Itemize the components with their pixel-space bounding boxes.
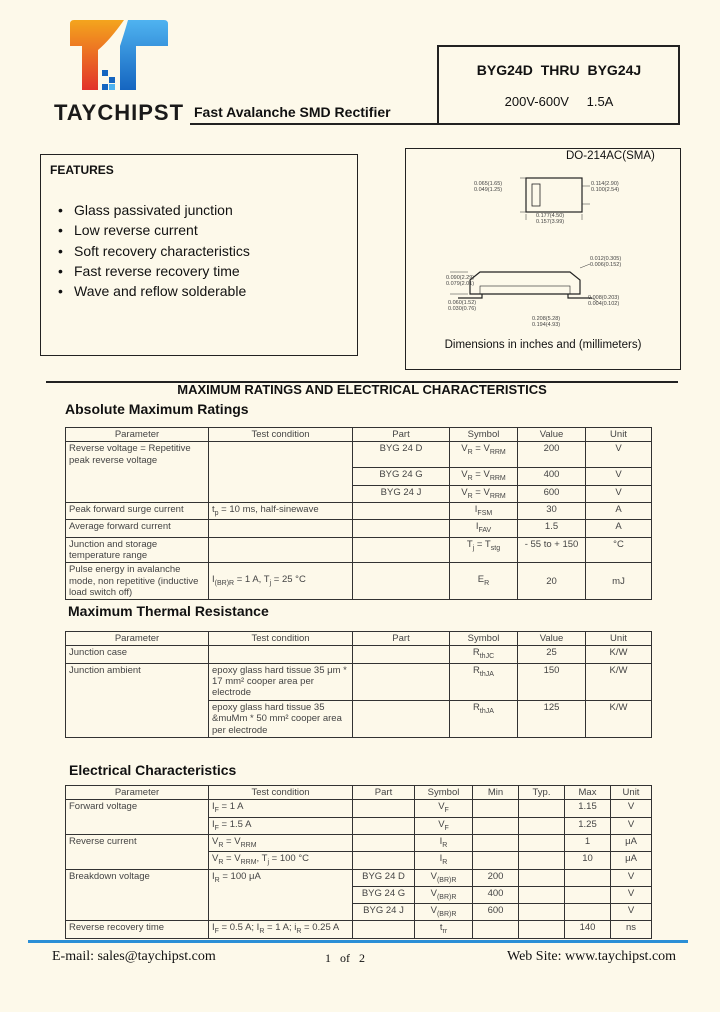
- table-row: [66, 869, 652, 886]
- package-side-view: [470, 272, 580, 294]
- table-row: [66, 502, 652, 519]
- table-row: [66, 520, 652, 537]
- part-cell: [353, 700, 450, 737]
- table-row: [66, 646, 652, 663]
- column-header: Test condition: [209, 786, 353, 800]
- unit-cell: K/W: [586, 646, 652, 663]
- max-cell: [565, 869, 611, 886]
- unit-cell: V: [611, 817, 652, 834]
- taychipst-logo: [62, 20, 172, 96]
- column-header: Value: [518, 428, 586, 442]
- table-row: [66, 442, 652, 468]
- cond-cell: $V_R = V_{RRM}$: [209, 834, 353, 851]
- min-cell: 600: [473, 904, 519, 921]
- brand-name: TAYCHIPST: [54, 100, 185, 125]
- max-cell: 10: [565, 852, 611, 869]
- unit-cell: ns: [611, 921, 652, 938]
- dim-label: 0.177(4.50): [536, 213, 565, 219]
- symbol-cell: $V_R = V_{RRM}$: [450, 468, 518, 485]
- typ-cell: [519, 852, 565, 869]
- column-header: Value: [518, 632, 586, 646]
- value-cell: 20: [518, 563, 586, 600]
- unit-cell: μA: [611, 834, 652, 851]
- unit-cell: V: [611, 904, 652, 921]
- unit-cell: V: [586, 468, 652, 485]
- unit-cell: K/W: [586, 700, 652, 737]
- param-cell: Junction case: [66, 646, 209, 663]
- dim-label: 0.114(2.90): [591, 181, 619, 187]
- cond-cell: $t_p = 10$ ms, half-sinewave: [209, 502, 353, 519]
- value-cell: 200: [518, 442, 586, 468]
- min-cell: 400: [473, 886, 519, 903]
- page-number: 1 of 2: [325, 951, 365, 965]
- value-cell: 1.5: [518, 520, 586, 537]
- table-row: [66, 663, 652, 700]
- value-cell: 30: [518, 502, 586, 519]
- max-cell: 1.15: [565, 800, 611, 817]
- feature-item: • Low reverse current: [58, 220, 250, 240]
- typ-cell: [519, 817, 565, 834]
- cond-cell: [209, 537, 353, 563]
- symbol-cell: $E_R$: [450, 563, 518, 600]
- param-cell: Average forward current: [66, 520, 209, 537]
- symbol-cell: $R_{thJA}$: [450, 700, 518, 737]
- features-list: [58, 200, 250, 301]
- symbol-cell: $V_F$: [415, 817, 473, 834]
- column-header: Part: [353, 632, 450, 646]
- package-label: DO-214AC(SMA): [566, 150, 655, 162]
- symbol-cell: $t_{rr}$: [415, 921, 473, 938]
- dim-label: 0.049(1.25): [474, 187, 503, 193]
- electrical-characteristics-title: Electrical Characteristics: [69, 762, 237, 778]
- value-cell: - 55 to + 150: [518, 537, 586, 563]
- part-cell: [353, 563, 450, 600]
- voltage-rating: 200V-600V: [504, 94, 569, 109]
- part-cell: [353, 663, 450, 700]
- column-header: Test condition: [209, 632, 353, 646]
- typ-cell: [519, 800, 565, 817]
- part-cell: [353, 800, 415, 817]
- dim-label: 0.208(5.28): [532, 316, 561, 322]
- part-cell: [353, 520, 450, 537]
- min-cell: 200: [473, 869, 519, 886]
- part-cell: [353, 817, 415, 834]
- param-cell: Reverse current: [66, 834, 209, 869]
- feature-item: • Glass passivated junction: [58, 200, 250, 220]
- footer-divider: [28, 940, 688, 943]
- column-header: Parameter: [66, 428, 209, 442]
- column-header: Test condition: [209, 428, 353, 442]
- part-range: BYG24D THRU BYG24J: [476, 62, 642, 78]
- symbol-cell: $R_{thJC}$: [450, 646, 518, 663]
- max-cell: [565, 904, 611, 921]
- symbol-cell: $V_F$: [415, 800, 473, 817]
- cond-cell: $I_F = 1.5$ A: [209, 817, 353, 834]
- table-row: [66, 800, 652, 817]
- cond-cell: [209, 520, 353, 537]
- column-header: Max: [565, 786, 611, 800]
- param-cell: Forward voltage: [66, 800, 209, 835]
- dim-label: 0.090(2.29): [446, 275, 475, 281]
- table-row: [66, 834, 652, 851]
- symbol-cell: $I_{FAV}$: [450, 520, 518, 537]
- max-cell: 1: [565, 834, 611, 851]
- table-row: [66, 563, 652, 600]
- dim-label: 0.012(0.305): [590, 256, 622, 262]
- cond-cell: $I_F = 1$ A: [209, 800, 353, 817]
- param-cell: Junction ambient: [66, 663, 209, 737]
- unit-cell: V: [611, 886, 652, 903]
- table-row: [66, 921, 652, 938]
- column-header: Min: [473, 786, 519, 800]
- package-outline-drawing: [440, 168, 640, 338]
- part-cell: [353, 646, 450, 663]
- thermal-resistance-title: Maximum Thermal Resistance: [68, 603, 269, 619]
- column-header: Symbol: [450, 428, 518, 442]
- column-header: Symbol: [415, 786, 473, 800]
- param-cell: Reverse recovery time: [66, 921, 209, 938]
- param-cell: Peak forward surge current: [66, 502, 209, 519]
- part-cell: [353, 834, 415, 851]
- typ-cell: [519, 886, 565, 903]
- table-header-row: [66, 786, 652, 800]
- thermal-resistance-table: [65, 631, 652, 738]
- min-cell: [473, 921, 519, 938]
- cond-cell: $I_{(BR)R} = 1$ A, $T_j = 25$ °C: [209, 563, 353, 600]
- column-header: Typ.: [519, 786, 565, 800]
- column-header: Part: [353, 428, 450, 442]
- product-name: Fast Avalanche SMD Rectifier: [194, 104, 391, 120]
- unit-cell: μA: [611, 852, 652, 869]
- table-row: [66, 537, 652, 563]
- dim-label: 0.060(1.52): [448, 300, 477, 306]
- part-cell: BYG 24 G: [353, 468, 450, 485]
- symbol-cell: $I_{FSM}$: [450, 502, 518, 519]
- unit-cell: A: [586, 520, 652, 537]
- cond-cell: epoxy glass hard tissue 35 &muMm * 50 mm² cooper area per electrode: [209, 700, 353, 737]
- absolute-ratings-table: [65, 427, 652, 600]
- symbol-cell: $V_R = V_{RRM}$: [450, 485, 518, 502]
- current-rating: 1.5A: [586, 94, 614, 109]
- cond-cell: [209, 442, 353, 503]
- value-cell: 25: [518, 646, 586, 663]
- min-cell: [473, 817, 519, 834]
- dim-label: 0.079(2.01): [446, 281, 475, 287]
- part-range-box: [437, 45, 680, 125]
- footer-website[interactable]: Web Site: www.taychipst.com: [507, 949, 677, 964]
- table-header-row: [66, 632, 652, 646]
- absolute-ratings-title: Absolute Maximum Ratings: [65, 401, 249, 417]
- column-header: Parameter: [66, 632, 209, 646]
- max-cell: [565, 886, 611, 903]
- max-cell: 1.25: [565, 817, 611, 834]
- column-header: Unit: [586, 632, 652, 646]
- unit-cell: A: [586, 502, 652, 519]
- column-header: Parameter: [66, 786, 209, 800]
- part-cell: BYG 24 J: [353, 485, 450, 502]
- value-cell: 400: [518, 468, 586, 485]
- dim-label: 0.030(0.76): [448, 306, 477, 312]
- unit-cell: mJ: [586, 563, 652, 600]
- param-cell: Breakdown voltage: [66, 869, 209, 921]
- part-cell: [353, 852, 415, 869]
- unit-cell: V: [586, 485, 652, 502]
- unit-cell: °C: [586, 537, 652, 563]
- column-header: Symbol: [450, 632, 518, 646]
- part-cell: BYG 24 G: [353, 886, 415, 903]
- symbol-cell: $V_R = V_{RRM}$: [450, 442, 518, 468]
- part-cell: BYG 24 J: [353, 904, 415, 921]
- part-cell: [353, 921, 415, 938]
- symbol-cell: $V_{(BR)R}$: [415, 869, 473, 886]
- package-top-view: [526, 178, 582, 212]
- dim-label: 0.008(0.203): [588, 295, 620, 301]
- part-cell: [353, 502, 450, 519]
- feature-item: • Soft recovery characteristics: [58, 241, 250, 261]
- unit-cell: V: [611, 869, 652, 886]
- column-header: Part: [353, 786, 415, 800]
- rating-line: [446, 94, 672, 109]
- features-title: FEATURES: [50, 163, 114, 177]
- typ-cell: [519, 834, 565, 851]
- symbol-cell: $I_R$: [415, 834, 473, 851]
- cond-cell: $V_R = V_{RRM}$, $T_j = 100$ °C: [209, 852, 353, 869]
- min-cell: [473, 834, 519, 851]
- param-cell: Junction and storage temperature range: [66, 537, 209, 563]
- symbol-cell: $I_R$: [415, 852, 473, 869]
- part-cell: BYG 24 D: [353, 869, 415, 886]
- symbol-cell: $V_{(BR)R}$: [415, 904, 473, 921]
- value-cell: 600: [518, 485, 586, 502]
- column-header: Unit: [611, 786, 652, 800]
- table-header-row: [66, 428, 652, 442]
- param-cell: Pulse energy in avalanche mode, non repetitive (inductive load switch off): [66, 563, 209, 600]
- cond-cell: $I_R = 100$ μA: [209, 869, 353, 921]
- part-cell: BYG 24 D: [353, 442, 450, 468]
- unit-cell: V: [611, 800, 652, 817]
- unit-cell: K/W: [586, 663, 652, 700]
- value-cell: 125: [518, 700, 586, 737]
- typ-cell: [519, 869, 565, 886]
- dim-label: 0.004(0.102): [588, 301, 620, 307]
- dim-label: 0.157(3.99): [536, 219, 565, 225]
- unit-cell: V: [586, 442, 652, 468]
- footer-email[interactable]: E-mail: sales@taychipst.com: [52, 949, 216, 964]
- value-cell: 150: [518, 663, 586, 700]
- symbol-cell: $T_j = T_{stg}$: [450, 537, 518, 563]
- electrical-characteristics-table: [65, 785, 652, 939]
- column-header: Unit: [586, 428, 652, 442]
- section-title: MAXIMUM RATINGS AND ELECTRICAL CHARACTERISTICS: [177, 382, 547, 397]
- symbol-cell: $R_{thJA}$: [450, 663, 518, 700]
- symbol-cell: $V_{(BR)R}$: [415, 886, 473, 903]
- typ-cell: [519, 921, 565, 938]
- dimensions-caption: Dimensions in inches and (millimeters): [444, 339, 642, 351]
- dim-label: 0.065(1.65): [474, 181, 503, 187]
- cond-cell: $I_F = 0.5$ A; $I_R = 1$ A; $i_R = 0.25$ A: [209, 921, 353, 938]
- min-cell: [473, 800, 519, 817]
- feature-item: • Wave and reflow solderable: [58, 281, 250, 301]
- cond-cell: epoxy glass hard tissue 35 μm * 17 mm² cooper area per electrode: [209, 663, 353, 700]
- typ-cell: [519, 904, 565, 921]
- min-cell: [473, 852, 519, 869]
- dim-label: 0.006(0.152): [590, 262, 622, 268]
- param-cell: Reverse voltage = Repetitive peak reverse voltage: [66, 442, 209, 503]
- dim-label: 0.194(4.93): [532, 322, 561, 328]
- cond-cell: [209, 646, 353, 663]
- feature-item: • Fast reverse recovery time: [58, 261, 250, 281]
- dim-label: 0.100(2.54): [591, 187, 620, 193]
- part-cell: [353, 537, 450, 563]
- max-cell: 140: [565, 921, 611, 938]
